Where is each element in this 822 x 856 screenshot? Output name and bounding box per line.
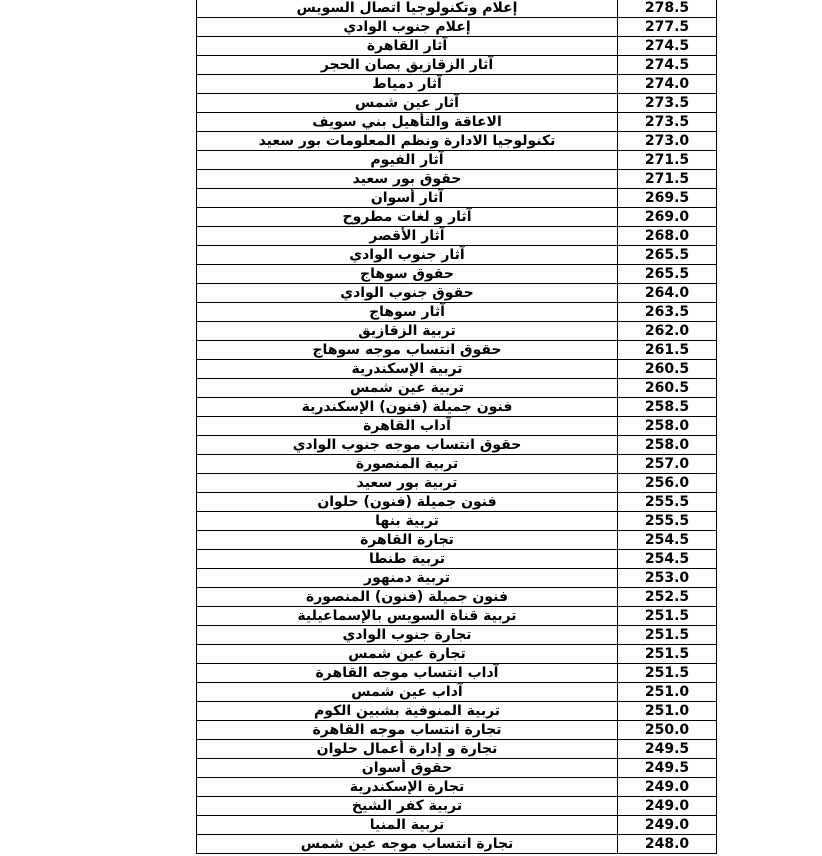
table-row <box>197 322 717 341</box>
score-cell: 268.0 <box>618 227 717 246</box>
table-row <box>197 702 717 721</box>
score-cell: 269.5 <box>618 189 717 208</box>
faculty-name-cell: تجارة انتساب موجه القاهرة <box>197 721 618 740</box>
faculty-name-cell: آثار الأقصر <box>197 227 618 246</box>
table-row <box>197 740 717 759</box>
score-cell: 271.5 <box>618 151 717 170</box>
faculty-name-cell: تجارة الإسكندرية <box>197 778 618 797</box>
table-row <box>197 512 717 531</box>
table-row <box>197 816 717 835</box>
score-cell: 264.0 <box>618 284 717 303</box>
table-row <box>197 607 717 626</box>
table-row <box>197 265 717 284</box>
score-cell: 274.5 <box>618 37 717 56</box>
score-cell: 249.5 <box>618 759 717 778</box>
table-row <box>197 151 717 170</box>
score-cell: 263.5 <box>618 303 717 322</box>
table-row <box>197 759 717 778</box>
faculty-name-cell: تربية بنها <box>197 512 618 531</box>
faculty-name-cell: فنون جميلة (فنون) المنصورة <box>197 588 618 607</box>
score-cell: 249.0 <box>618 816 717 835</box>
score-cell: 277.5 <box>618 18 717 37</box>
table-row <box>197 455 717 474</box>
score-cell: 249.5 <box>618 740 717 759</box>
table-row <box>197 398 717 417</box>
faculty-name-cell: آثار الزقازيق بصان الحجر <box>197 56 618 75</box>
faculty-name-cell: تجارة انتساب موجه عين شمس <box>197 835 618 854</box>
table-row <box>197 75 717 94</box>
faculty-name-cell: تربية الإسكندرية <box>197 360 618 379</box>
faculty-name-cell: آثار و لغات مطروح <box>197 208 618 227</box>
faculty-name-cell: تربية المنوفية بشبين الكوم <box>197 702 618 721</box>
faculty-name-cell: تربية المنصورة <box>197 455 618 474</box>
score-cell: 251.0 <box>618 702 717 721</box>
score-cell: 256.0 <box>618 474 717 493</box>
score-cell: 261.5 <box>618 341 717 360</box>
score-cell: 262.0 <box>618 322 717 341</box>
score-cell: 251.5 <box>618 645 717 664</box>
table-row <box>197 664 717 683</box>
faculty-name-cell: آثار عين شمس <box>197 94 618 113</box>
faculty-name-cell: حقوق أسوان <box>197 759 618 778</box>
faculty-name-cell: الاعاقة والتأهيل بني سويف <box>197 113 618 132</box>
faculty-name-cell: آثار جنوب الوادي <box>197 246 618 265</box>
score-cell: 273.0 <box>618 132 717 151</box>
table-row <box>197 189 717 208</box>
score-cell: 258.5 <box>618 398 717 417</box>
table-row <box>197 683 717 702</box>
score-cell: 251.0 <box>618 683 717 702</box>
table-row <box>197 341 717 360</box>
score-cell: 258.0 <box>618 436 717 455</box>
faculty-name-cell: آداب القاهرة <box>197 417 618 436</box>
faculty-name-cell: آداب عين شمس <box>197 683 618 702</box>
score-cell: 273.5 <box>618 113 717 132</box>
table-row <box>197 379 717 398</box>
score-cell: 248.0 <box>618 835 717 854</box>
score-cell: 254.5 <box>618 550 717 569</box>
score-cell: 253.0 <box>618 569 717 588</box>
score-cell: 255.5 <box>618 512 717 531</box>
table-row <box>197 417 717 436</box>
faculty-name-cell: تكنولوجيا الادارة ونظم المعلومات بور سعيد <box>197 132 618 151</box>
score-cell: 249.0 <box>618 778 717 797</box>
score-cell: 249.0 <box>618 797 717 816</box>
table-row <box>197 18 717 37</box>
faculty-name-cell: فنون جميلة (فنون) حلوان <box>197 493 618 512</box>
table-row <box>197 778 717 797</box>
faculty-name-cell: تربية الزقازيق <box>197 322 618 341</box>
table-row <box>197 227 717 246</box>
faculty-name-cell: فنون جميلة (فنون) الإسكندرية <box>197 398 618 417</box>
faculty-name-cell: تربية عين شمس <box>197 379 618 398</box>
faculty-name-cell: تجارة عين شمس <box>197 645 618 664</box>
table-row <box>197 284 717 303</box>
table-row <box>197 531 717 550</box>
score-cell: 254.5 <box>618 531 717 550</box>
faculty-name-cell: تجارة جنوب الوادي <box>197 626 618 645</box>
score-cell: 269.0 <box>618 208 717 227</box>
faculty-name-cell: تجارة القاهرة <box>197 531 618 550</box>
faculty-name-cell: آثار القاهرة <box>197 37 618 56</box>
table-row <box>197 721 717 740</box>
faculty-name-cell: تربية قناة السويس بالإسماعيلية <box>197 607 618 626</box>
faculty-name-cell: آثار الفيوم <box>197 151 618 170</box>
score-cell: 251.5 <box>618 626 717 645</box>
table-row <box>197 626 717 645</box>
score-cell: 265.5 <box>618 246 717 265</box>
score-cell: 250.0 <box>618 721 717 740</box>
score-cell: 274.0 <box>618 75 717 94</box>
score-cell: 265.5 <box>618 265 717 284</box>
table-row <box>197 94 717 113</box>
table-row <box>197 797 717 816</box>
faculty-name-cell: حقوق بور سعيد <box>197 170 618 189</box>
table-row <box>197 208 717 227</box>
faculty-name-cell: آثار دمياط <box>197 75 618 94</box>
faculty-name-cell: آداب انتساب موجه القاهرة <box>197 664 618 683</box>
table-row <box>197 835 717 854</box>
faculty-name-cell: آثار سوهاج <box>197 303 618 322</box>
table-row <box>197 360 717 379</box>
table-row <box>197 436 717 455</box>
scores-table <box>196 0 717 854</box>
table-row <box>197 645 717 664</box>
scores-table-body <box>197 0 717 854</box>
faculty-name-cell: إعلام وتكنولوجيا اتصال السويس <box>197 0 618 18</box>
faculty-name-cell: إعلام جنوب الوادي <box>197 18 618 37</box>
faculty-name-cell: تربية كفر الشيخ <box>197 797 618 816</box>
faculty-name-cell: تربية دمنهور <box>197 569 618 588</box>
table-row <box>197 0 717 18</box>
table-row <box>197 550 717 569</box>
faculty-name-cell: حقوق جنوب الوادي <box>197 284 618 303</box>
faculty-name-cell: تربية المنيا <box>197 816 618 835</box>
score-cell: 260.5 <box>618 379 717 398</box>
score-cell: 258.0 <box>618 417 717 436</box>
table-row <box>197 303 717 322</box>
faculty-name-cell: حقوق انتساب موجه جنوب الوادي <box>197 436 618 455</box>
table-row <box>197 493 717 512</box>
faculty-name-cell: تربية طنطا <box>197 550 618 569</box>
score-cell: 271.5 <box>618 170 717 189</box>
table-row <box>197 569 717 588</box>
table-row <box>197 588 717 607</box>
table-row <box>197 474 717 493</box>
score-cell: 274.5 <box>618 56 717 75</box>
score-cell: 273.5 <box>618 94 717 113</box>
score-cell: 252.5 <box>618 588 717 607</box>
faculty-name-cell: تجارة و إدارة أعمال حلوان <box>197 740 618 759</box>
score-cell: 251.5 <box>618 664 717 683</box>
table-row <box>197 113 717 132</box>
score-cell: 251.5 <box>618 607 717 626</box>
faculty-name-cell: آثار أسوان <box>197 189 618 208</box>
score-cell: 255.5 <box>618 493 717 512</box>
table-row <box>197 246 717 265</box>
score-cell: 278.5 <box>618 0 717 18</box>
table-row <box>197 132 717 151</box>
score-cell: 260.5 <box>618 360 717 379</box>
faculty-name-cell: حقوق انتساب موجه سوهاج <box>197 341 618 360</box>
faculty-name-cell: حقوق سوهاج <box>197 265 618 284</box>
table-row <box>197 56 717 75</box>
table-row <box>197 37 717 56</box>
faculty-name-cell: تربية بور سعيد <box>197 474 618 493</box>
table-row <box>197 170 717 189</box>
score-cell: 257.0 <box>618 455 717 474</box>
